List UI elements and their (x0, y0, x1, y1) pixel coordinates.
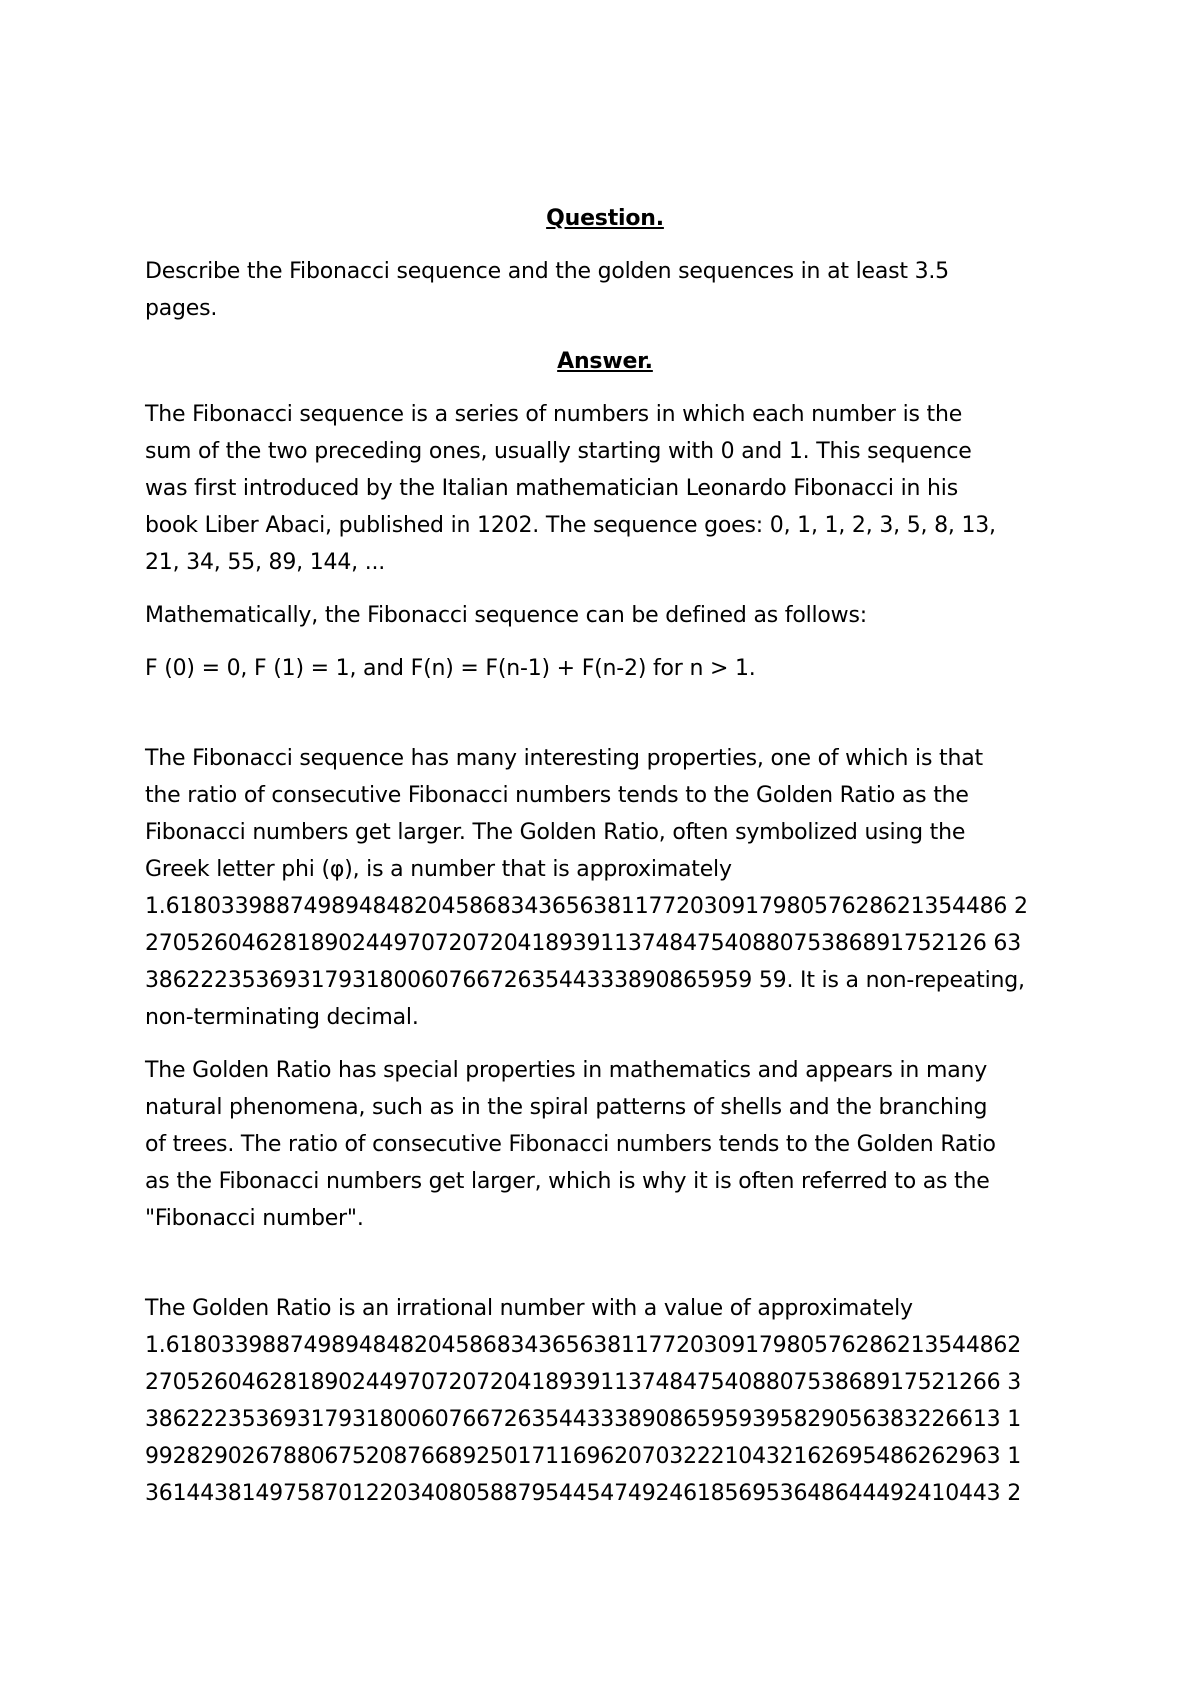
digits-line: 1.6180339887498948482045868343656381177203091798057628621354486 2 (145, 894, 1028, 919)
text-line: Fibonacci numbers get larger. The Golden Ratio, often symbolized using the (145, 820, 966, 845)
question-heading: Question. (546, 206, 664, 231)
digits-line: 99282902678806752087668925017116962070322210432162695486262963 1 (145, 1444, 1022, 1469)
formula-paragraph (145, 650, 1065, 687)
text-line: The Fibonacci sequence is a series of numbers in which each number is the (145, 402, 963, 427)
digits-line: 36144381497587012203408058879544547492461856953648644492410443 2 (145, 1481, 1022, 1506)
question-line: pages. (145, 296, 218, 321)
text-line: non-terminating decimal. (145, 1005, 419, 1030)
digits-line: 38622235369317931800607667263544333890865959 59. It is a non-repeating, (145, 968, 1025, 993)
question-line: Describe the Fibonacci sequence and the golden sequences in at least 3.5 (145, 259, 949, 284)
answer-heading: Answer. (557, 349, 653, 374)
text-line: of trees. The ratio of consecutive Fibonacci numbers tends to the Golden Ratio (145, 1132, 996, 1157)
text-line: The Golden Ratio is an irrational number with a value of approximately (145, 1296, 913, 1321)
golden-special-paragraph (145, 1052, 1065, 1237)
text-line: sum of the two preceding ones, usually starting with 0 and 1. This sequence (145, 439, 972, 464)
math-definition-paragraph (145, 597, 1065, 634)
digits-line: 1.61803398874989484820458683436563811772030917980576286213544862 (145, 1333, 1022, 1358)
digits-line: 38622235369317931800607667263544333890865959395829056383226613 1 (145, 1407, 1022, 1432)
formula-line: F (0) = 0, F (1) = 1, and F(n) = F(n-1) + F(n-2) for n > 1. (145, 656, 756, 681)
properties-paragraph (145, 740, 1065, 1036)
text-line: as the Fibonacci numbers get larger, which is why it is often referred to as the (145, 1169, 990, 1194)
text-line: the ratio of consecutive Fibonacci numbers tends to the Golden Ratio as the (145, 783, 969, 808)
digits-line: 2705260462818902449707207204189391137484754088075386891752126 63 (145, 931, 1022, 956)
text-line: was first introduced by the Italian mathematician Leonardo Fibonacci in his (145, 476, 958, 501)
digits-line: 27052604628189024497072072041893911374847540880753868917521266 3 (145, 1370, 1022, 1395)
question-text (145, 253, 1065, 327)
text-line: Mathematically, the Fibonacci sequence can be defined as follows: (145, 603, 867, 628)
text-line: book Liber Abaci, published in 1202. The sequence goes: 0, 1, 1, 2, 3, 5, 8, 13, (145, 513, 996, 538)
intro-paragraph (145, 396, 1065, 581)
text-line: natural phenomena, such as in the spiral patterns of shells and the branching (145, 1095, 988, 1120)
irrational-paragraph (145, 1290, 1065, 1512)
document-body (145, 200, 1065, 1512)
text-line: The Fibonacci sequence has many interesting properties, one of which is that (145, 746, 983, 771)
text-line: The Golden Ratio has special properties in mathematics and appears in many (145, 1058, 988, 1083)
text-line: 21, 34, 55, 89, 144, ... (145, 550, 386, 575)
text-line: "Fibonacci number". (145, 1206, 364, 1231)
text-line: Greek letter phi (φ), is a number that is approximately (145, 857, 732, 882)
